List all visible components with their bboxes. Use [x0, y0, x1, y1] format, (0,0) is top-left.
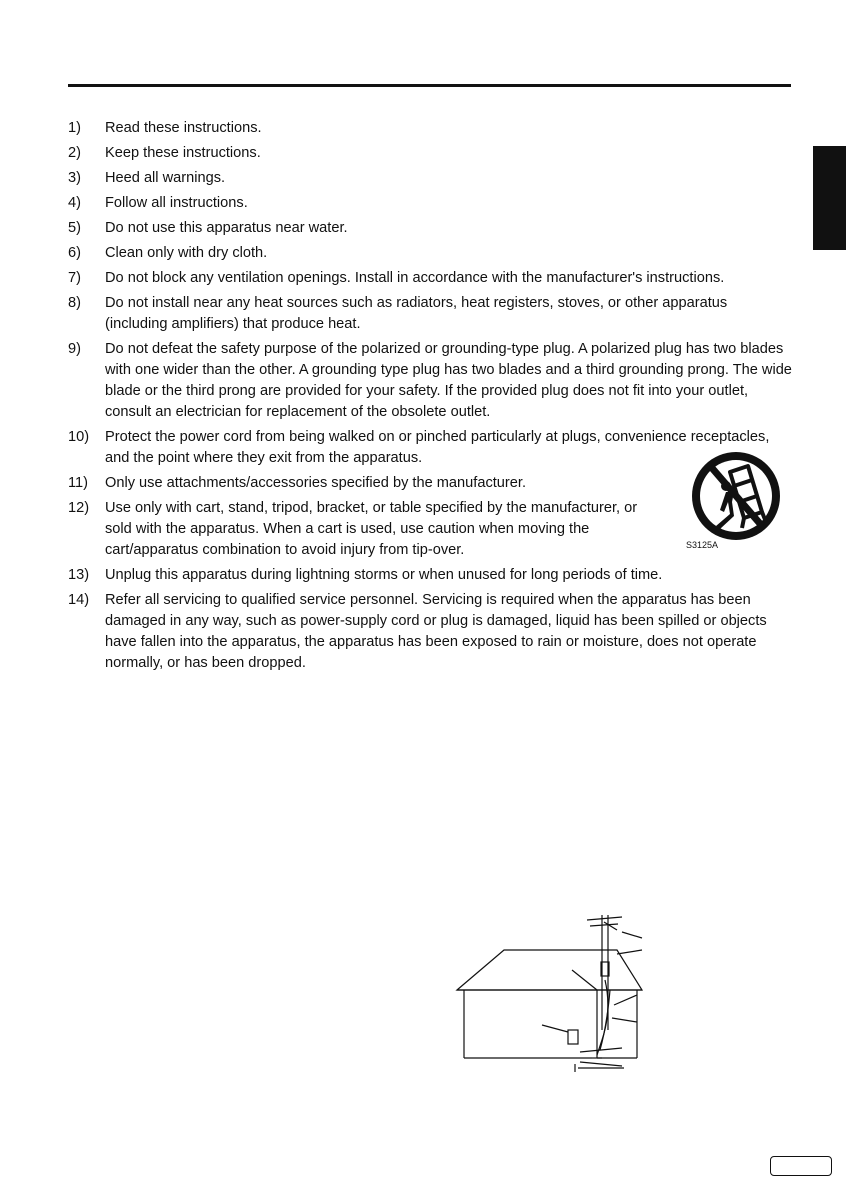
safety-instructions-list: [68, 118, 792, 678]
language-tab: [813, 146, 846, 250]
item-number: 10): [68, 429, 90, 445]
list-item: [68, 218, 792, 239]
item-number: 2): [68, 145, 81, 161]
list-item: [68, 268, 792, 289]
item-text: Protect the power cord from being walked on or pinched particularly at plugs, convenience receptacles, and the point where they exit from the apparatus.: [105, 429, 770, 466]
list-item: [68, 293, 792, 335]
list-item: [68, 565, 792, 586]
item-number: 9): [68, 341, 81, 357]
list-item: [68, 498, 792, 561]
item-number: 13): [68, 567, 90, 583]
item-number: 5): [68, 220, 81, 236]
item-text: Refer all servicing to qualified service personnel. Servicing is required when the apparatus has been damaged in any way, such as power-supply cord or plug is damaged, liquid has been spilled or objects have fallen into the apparatus, the apparatus has been exposed to rain or moisture, does not operate normally, or has been dropped.: [105, 592, 767, 671]
list-item: [68, 473, 792, 494]
item-number: 7): [68, 270, 81, 286]
item-number: 4): [68, 195, 81, 211]
item-number: 8): [68, 295, 81, 311]
list-item: [68, 590, 792, 674]
item-number: 14): [68, 592, 90, 608]
item-text: Read these instructions.: [105, 120, 262, 136]
item-text: Clean only with dry cloth.: [105, 245, 268, 261]
cart-warning-figure: [686, 452, 786, 552]
item-number: 3): [68, 170, 81, 186]
item-text: Follow all instructions.: [105, 195, 248, 211]
item-text: Unplug this apparatus during lightning storms or when unused for long periods of time.: [105, 567, 663, 583]
figure-code: S3125A: [686, 540, 719, 550]
item-number: 11): [68, 475, 89, 491]
cart-tip-over-icon: [686, 452, 786, 540]
list-item: [68, 243, 792, 264]
item-text: Do not block any ventilation openings. Install in accordance with the manufacturer's instructions.: [105, 270, 725, 286]
item-text: Use only with cart, stand, tripod, bracket, or table specified by the manufacturer, or sold with the apparatus. When a cart is used, use caution when moving the cart/apparatus combination to avoid injury from tip-over.: [105, 500, 638, 558]
item-number: 6): [68, 245, 81, 261]
list-item: [68, 339, 792, 423]
header-rule: [68, 84, 791, 87]
item-text: Heed all warnings.: [105, 170, 226, 186]
item-text: Keep these instructions.: [105, 145, 261, 161]
list-item: [68, 118, 792, 139]
list-item: [68, 193, 792, 214]
item-text: Do not use this apparatus near water.: [105, 220, 348, 236]
item-number: 12): [68, 500, 90, 516]
list-item: [68, 143, 792, 164]
item-text: Only use attachments/accessories specified by the manufacturer.: [105, 475, 526, 491]
list-item: [68, 168, 792, 189]
list-item: [68, 427, 792, 469]
page-number-box: [770, 1156, 832, 1176]
item-number: 1): [68, 120, 81, 136]
item-text: Do not install near any heat sources such as radiators, heat registers, stoves, or other apparatus (including amplifiers) that produce heat.: [105, 295, 728, 332]
antenna-grounding-diagram: [452, 910, 652, 1080]
item-text: Do not defeat the safety purpose of the polarized or grounding-type plug. A polarized plug has two blades with one wider than the other. A grounding type plug has two blades and a third grounding prong. The wide blade or the third prong are provided for your safety. If the provided plug does not fit into your outlet, consult an electrician for replacement of the obsolete outlet.: [105, 341, 792, 420]
